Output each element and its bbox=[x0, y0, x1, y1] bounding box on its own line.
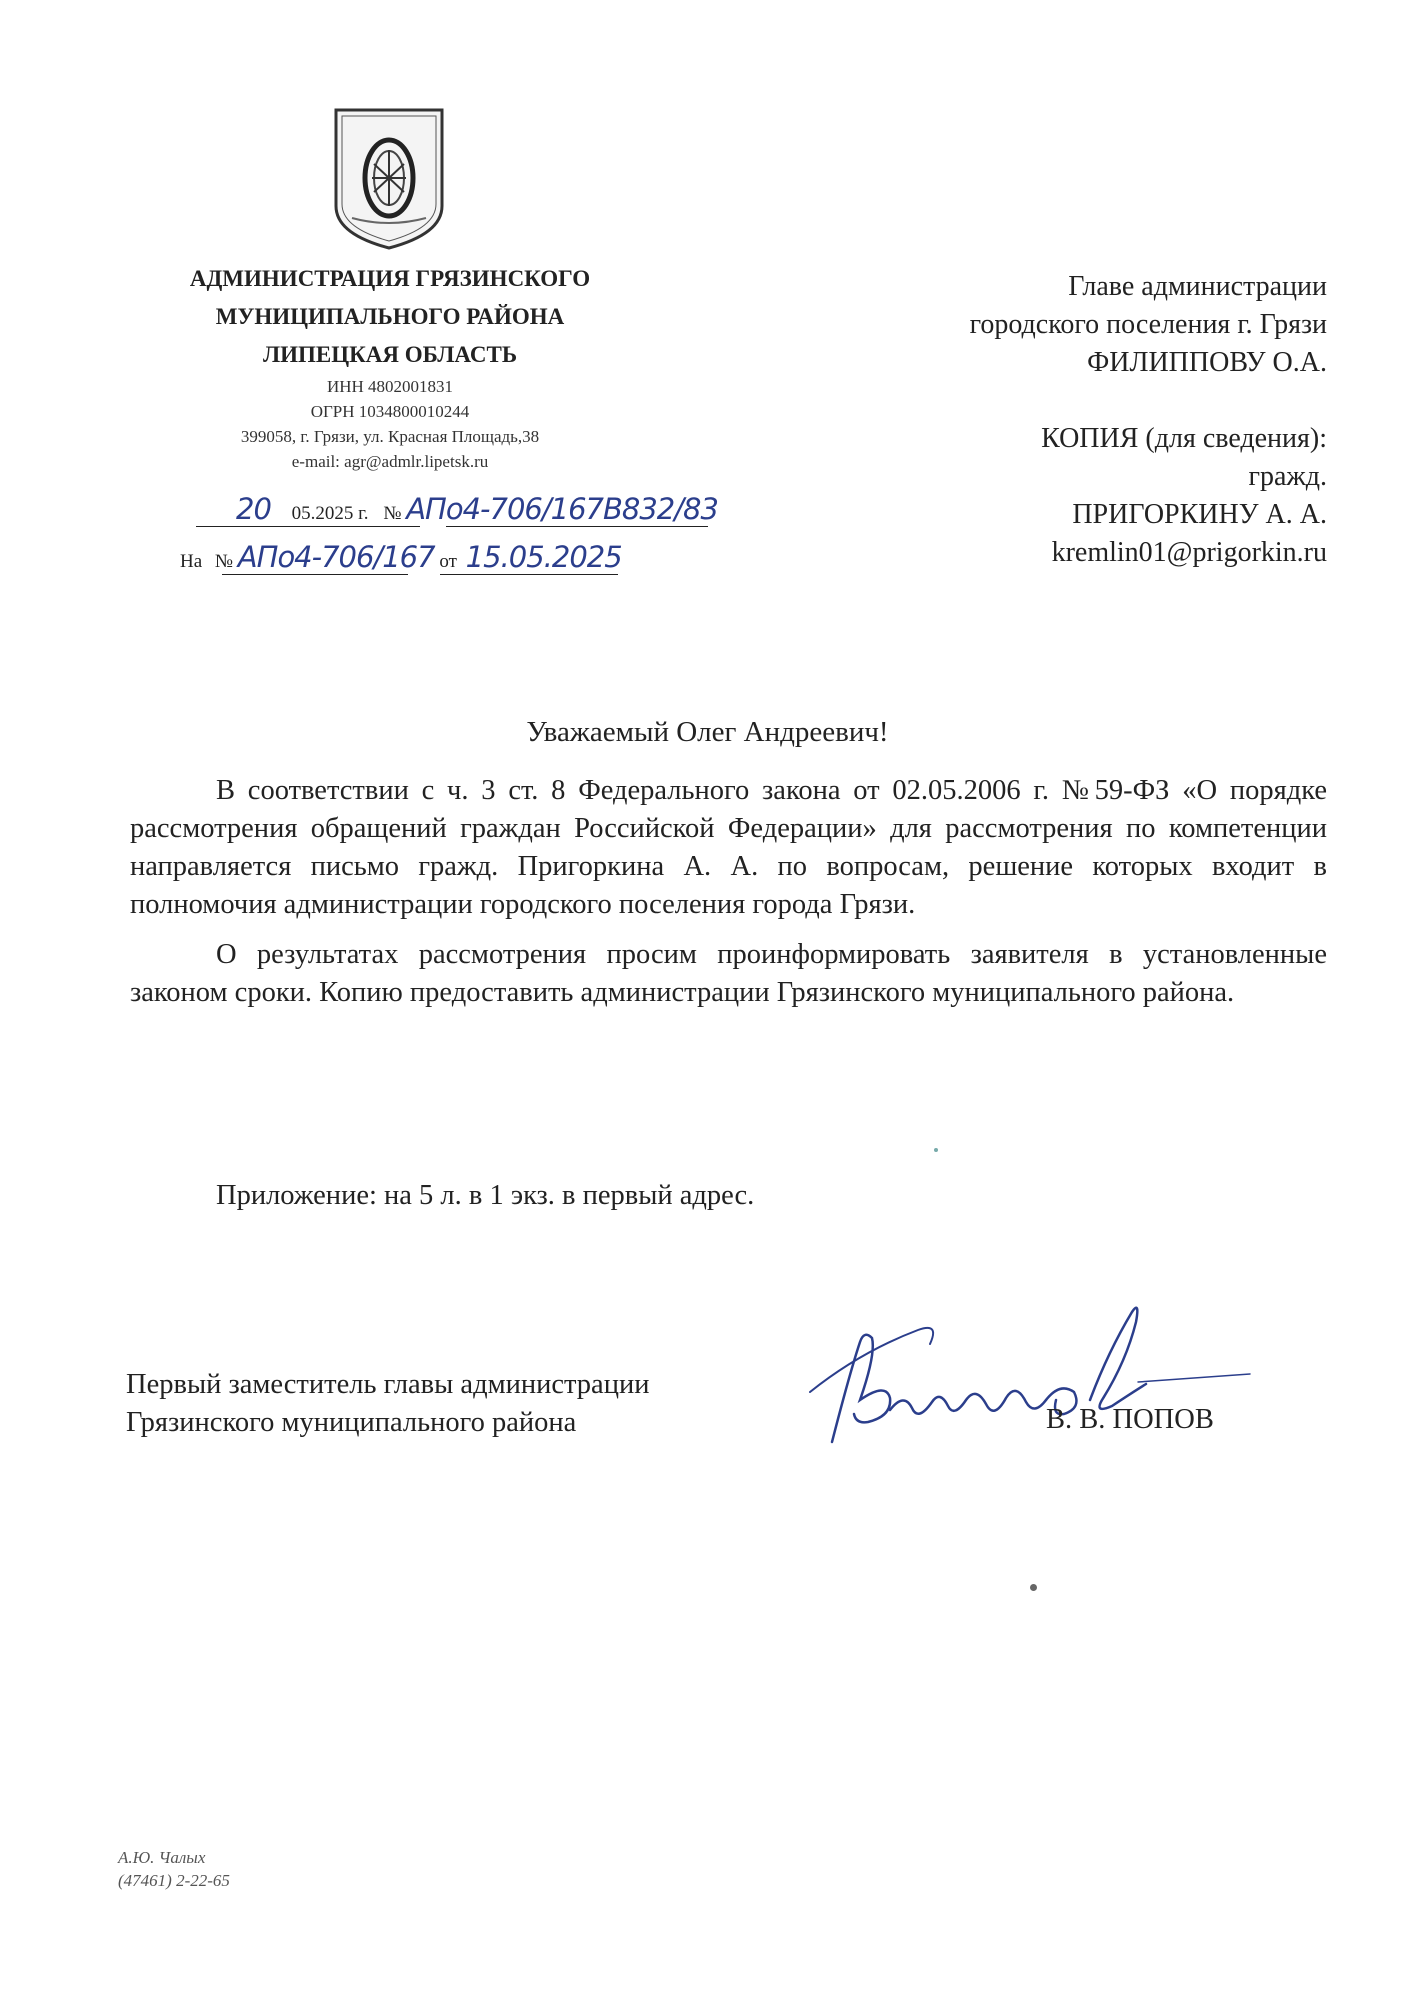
in-number-underline bbox=[222, 574, 408, 575]
out-number-underline bbox=[446, 526, 708, 527]
in-number: АПо4-706/167 bbox=[237, 540, 435, 574]
salutation: Уважаемый Олег Андреевич! bbox=[526, 716, 889, 748]
sender-ogrn: ОГРН 1034800010244 bbox=[310, 402, 470, 421]
out-day: 20 bbox=[236, 492, 271, 526]
addressee-line2: городского поселения г. Грязи bbox=[969, 309, 1327, 340]
signer-name: В. В. ПОПОВ bbox=[1046, 1404, 1214, 1435]
body-paragraph-1: В соответствии с ч. 3 ст. 8 Федерального закона от 02.05.2006 г. №59-ФЗ «О порядке рассмотрения обращений граждан Российской Федерации» для рассмотрения по компетенции направляется письмо гражд. Пригоркина А. А. по вопросам, решение которых входит в полномочия администрации городского поселения города Грязи. bbox=[130, 775, 1327, 920]
scan-speck bbox=[1030, 1584, 1037, 1591]
executor-name: А.Ю. Чалых bbox=[118, 1848, 206, 1867]
signer-title-line1: Первый заместитель главы администрации bbox=[126, 1369, 650, 1400]
sender-region: ЛИПЕЦКАЯ ОБЛАСТЬ bbox=[262, 342, 518, 367]
attachment-note: Приложение: на 5 л. в 1 экз. в первый адрес. bbox=[216, 1180, 755, 1211]
copy-line2: гражд. bbox=[1248, 461, 1327, 492]
outgoing-registration bbox=[236, 492, 718, 526]
sender-email: e-mail: agr@admlr.lipetsk.ru bbox=[291, 452, 489, 471]
sender-inn: ИНН 4802001831 bbox=[326, 377, 454, 396]
out-number-prefix: № bbox=[383, 503, 402, 524]
copy-email: kremlin01@prigorkin.ru bbox=[1051, 537, 1327, 568]
out-date-underline bbox=[196, 526, 420, 527]
sender-org-line2: МУНИЦИПАЛЬНОГО РАЙОНА bbox=[215, 304, 565, 329]
letter-body bbox=[130, 772, 1327, 1024]
in-date-underline bbox=[440, 574, 618, 575]
coat-of-arms-icon bbox=[332, 106, 446, 252]
in-prefix: На bbox=[180, 551, 203, 572]
signer-title-line2: Грязинского муниципального района bbox=[126, 1407, 577, 1438]
addressee-name: ФИЛИППОВУ О.А. bbox=[1087, 347, 1327, 378]
sender-block bbox=[130, 260, 650, 474]
in-date: 15.05.2025 bbox=[465, 540, 622, 574]
scan-speck bbox=[934, 1148, 938, 1152]
copy-name: ПРИГОРКИНУ А. А. bbox=[1072, 499, 1327, 530]
incoming-reference bbox=[180, 540, 622, 574]
body-paragraph-2: О результатах рассмотрения просим проинформировать заявителя в установленные законом сроки. Копию предоставить администрации Грязинского муниципального района. bbox=[130, 939, 1327, 1008]
sender-address: 399058, г. Грязи, ул. Красная Площадь,38 bbox=[240, 427, 540, 446]
out-date-rest: 05.2025 г. bbox=[291, 503, 369, 524]
out-number: АПо4-706/167В832/83 bbox=[406, 492, 718, 526]
executor-phone: (47461) 2-22-65 bbox=[118, 1871, 230, 1890]
addressee-block bbox=[767, 268, 1327, 572]
sender-org-line1: АДМИНИСТРАЦИЯ ГРЯЗИНСКОГО bbox=[189, 266, 591, 291]
addressee-line1: Главе администрации bbox=[1068, 271, 1327, 302]
executor-footer bbox=[118, 1846, 230, 1892]
in-from: от bbox=[439, 551, 457, 572]
copy-label: КОПИЯ (для сведения): bbox=[1041, 423, 1327, 454]
signer-title bbox=[126, 1366, 649, 1442]
in-number-prefix: № bbox=[214, 551, 234, 572]
